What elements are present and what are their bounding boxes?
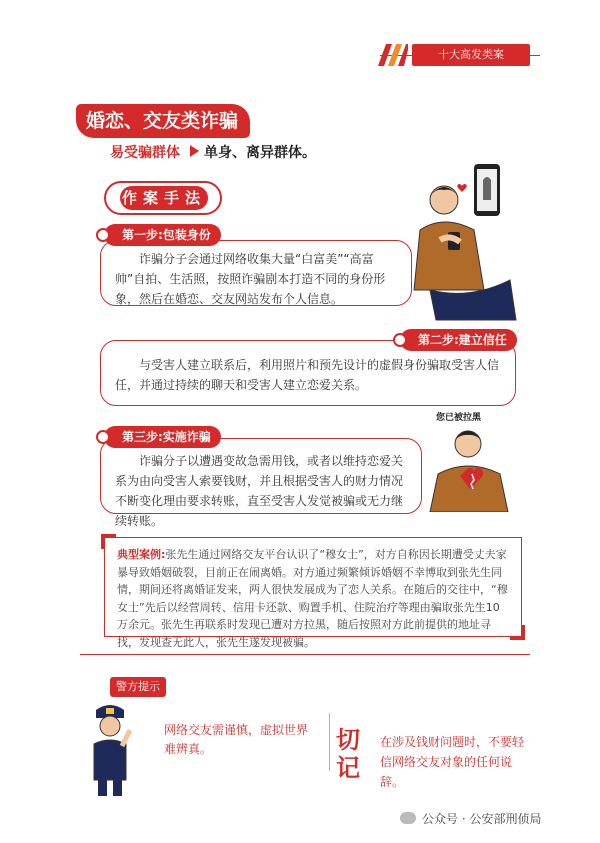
arrow-right-icon xyxy=(190,145,199,157)
blocked-caption: 您已被拉黑 xyxy=(436,413,482,423)
step-3-tag: 第三步:实施诈骗 xyxy=(104,426,221,448)
vulnerable-value: 单身、离异群体。 xyxy=(204,145,316,161)
step-2-dot xyxy=(393,333,407,347)
section-divider xyxy=(80,654,530,655)
police-tip-left: 网络交友需谨慎，虚拟世界难辨真。 xyxy=(140,713,330,771)
wechat-icon xyxy=(400,812,416,824)
step-2-text: 与受害人建立联系后，利用照片和预先设计的虚假身份骗取受害人信任，并通过持续的聊天和受害人建立恋爱关系。 xyxy=(115,358,500,392)
case-label: 典型案例: xyxy=(117,548,166,561)
corner-mark xyxy=(510,625,525,640)
police-tip-badge: 警方提示 xyxy=(110,677,166,697)
case-box xyxy=(104,537,522,649)
step-2-tag: 第二步:建立信任 xyxy=(400,329,517,351)
step-1-tag: 第一步:包装身份 xyxy=(104,224,221,246)
step-1-text: 诈骗分子会通过网络收集大量“白富美”“高富帅”自拍、生活照，按照诈骗剧本打造不同的身份形象，然后在婚恋、交友网站发布个人信息。 xyxy=(115,252,386,306)
footer-text: 公众号 · 公安部刑侦局 xyxy=(422,812,542,826)
section-tag: 十大高发类案 xyxy=(412,44,530,66)
step-3-box xyxy=(100,438,422,528)
police-officer-illustration xyxy=(86,700,134,800)
header-stripes-icon xyxy=(378,44,408,66)
case-text: 张先生通过网络交友平台认识了“穆女士”，对方自称因长期遭受丈夫家暴导致婚姻破裂，目前正在闹离婚。对方通过频繁倾诉婚姻不幸博取到张先生同情，期间还将离婚证发来，两人很快发展成为了恋人关系。在随后的交往中，“穆女士”先后以经营周转、信用卡还款、购置手机、住院治疗等理由骗取张先生10万余元。张先生再联系时发现已遭对方拉黑，随后按照对方此前提供的地址寻找，发现查无此人，张先生遂发现被骗。 xyxy=(117,548,508,649)
step-1-dot xyxy=(96,228,110,242)
police-tip-right: 在涉及钱财问题时，不要轻信网络交友对象的任何说辞。 xyxy=(380,735,525,789)
footer-source xyxy=(400,810,541,827)
method-heading-text: 作案手法 xyxy=(120,186,208,210)
step-1-box xyxy=(100,240,412,306)
corner-mark xyxy=(101,534,116,549)
method-heading xyxy=(104,181,222,215)
heartbroken-man-illustration xyxy=(420,424,520,512)
step-3-dot xyxy=(96,430,110,444)
man-with-phone-illustration xyxy=(400,160,520,330)
remember-heading: 切记 xyxy=(336,725,360,782)
vulnerable-label: 易受骗群体 xyxy=(110,145,180,161)
page-title: 婚恋、交友类诈骗 xyxy=(76,104,250,138)
step-3-text: 诈骗分子以遭遇变故急需用钱，或者以维持恋爱关系为由向受害人索要钱财，并且根据受害人的财力情况不断变化理由要求转账，直至受害人发觉被骗或无力继续转账。 xyxy=(115,454,404,528)
